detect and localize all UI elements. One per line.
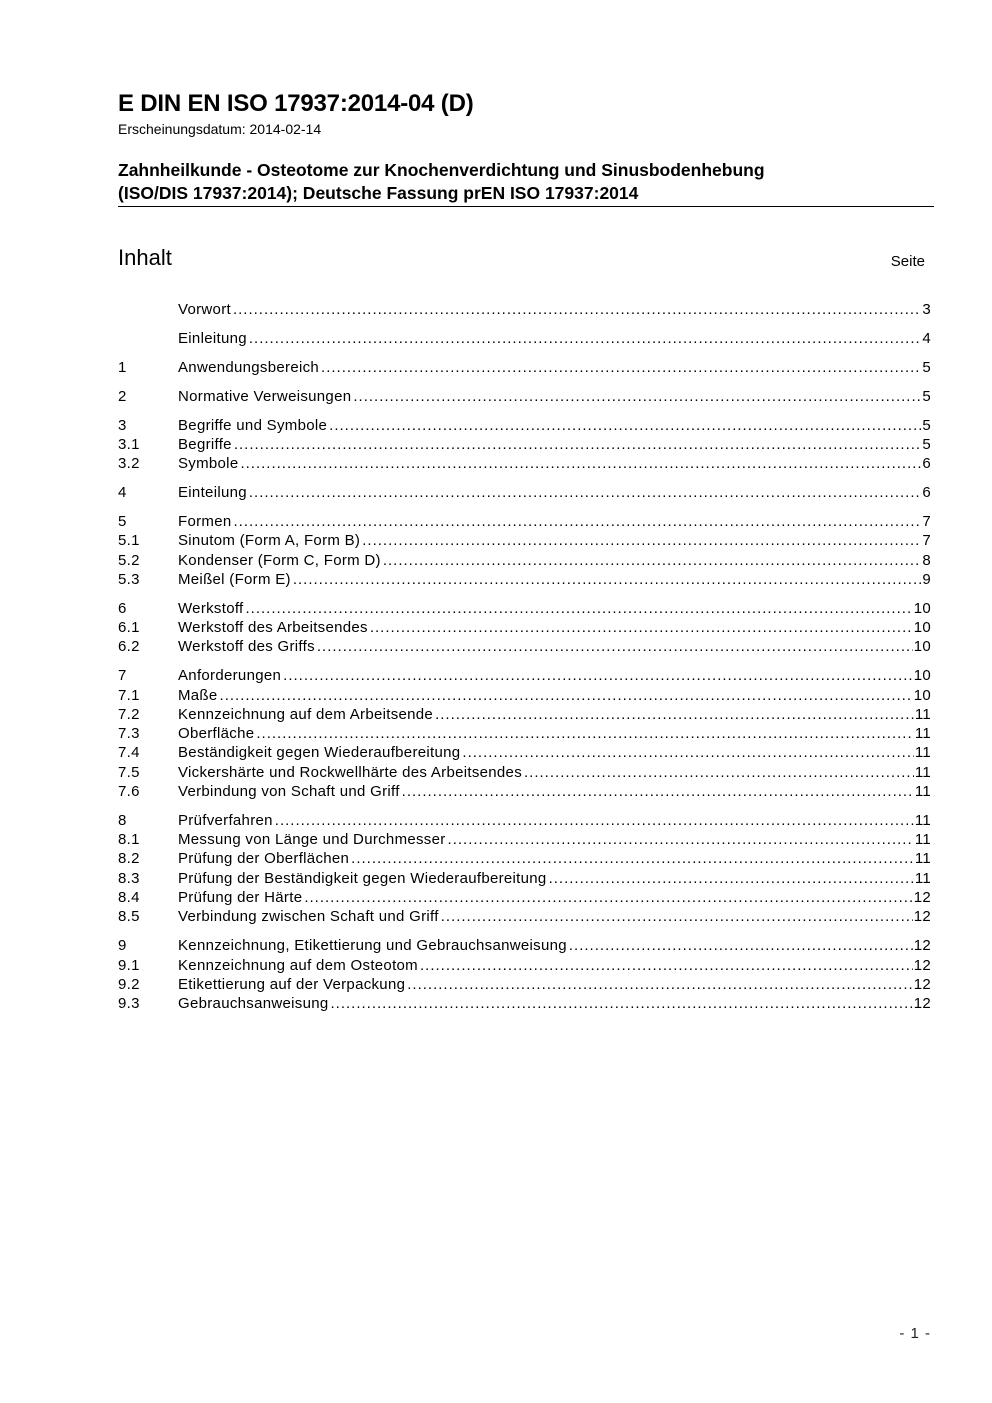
toc-entry-number: 8.4 (118, 889, 140, 907)
toc-entry-title: Kondenser (Form C, Form D) (178, 551, 381, 569)
toc-entry-number: 7.2 (118, 705, 140, 723)
toc-entry[interactable] (118, 811, 931, 830)
toc-entry-number: 8.1 (118, 831, 140, 849)
publication-date: Erscheinungsdatum: 2014-02-14 (118, 121, 322, 137)
toc-dot-leader (233, 512, 921, 531)
toc-entry-page: 6 (922, 484, 931, 502)
toc-entry-title: Maße (178, 686, 218, 704)
toc-entry-number: 5.1 (118, 532, 140, 550)
toc-entry-title: Gebrauchsanweisung (178, 995, 329, 1013)
toc-entry[interactable] (118, 483, 931, 502)
toc-entry[interactable] (118, 849, 931, 868)
toc-dot-leader (448, 830, 914, 849)
toc-entry-title: Einteilung (178, 484, 247, 502)
toc-entry-title: Begriffe und Symbole (178, 416, 328, 434)
toc-entry[interactable] (118, 869, 931, 888)
toc-entry-page: 9 (922, 570, 931, 588)
toc-entry-title: Oberfläche (178, 725, 255, 743)
toc-dot-leader (353, 387, 921, 406)
toc-dot-leader (234, 435, 922, 454)
toc-dot-leader (304, 888, 912, 907)
toc-entry-page: 12 (913, 937, 931, 955)
toc-entry-title: Verbindung von Schaft und Griff (178, 782, 400, 800)
toc-entry-number: 9.3 (118, 995, 140, 1013)
toc-entry-number: 5.2 (118, 551, 140, 569)
toc-entry[interactable] (118, 782, 931, 801)
toc-entry-title: Prüfung der Beständigkeit gegen Wiederaufbereitung (178, 869, 547, 887)
toc-entry-page: 12 (913, 995, 931, 1013)
toc-entry-number: 6 (118, 599, 127, 617)
toc-entry-page: 12 (913, 975, 931, 993)
toc-entry-number: 2 (118, 387, 127, 405)
toc-entry-page: 11 (914, 782, 931, 800)
toc-entry-title: Kennzeichnung, Etikettierung und Gebrauchsanweisung (178, 937, 567, 955)
toc-dot-leader (435, 705, 914, 724)
toc-dot-leader (420, 956, 913, 975)
toc-dot-leader (317, 637, 913, 656)
toc-dot-leader (321, 358, 921, 377)
toc-entry-number: 3.2 (118, 455, 140, 473)
toc-entry-number: 7 (118, 667, 127, 685)
toc-entry-title: Kennzeichnung auf dem Arbeitsende (178, 705, 434, 723)
toc-entry-page: 12 (913, 889, 931, 907)
toc-entry[interactable] (118, 686, 931, 705)
toc-entry-number: 8.3 (118, 869, 140, 887)
toc-entry-page: 11 (914, 725, 931, 743)
toc-entry-number: 3.1 (118, 435, 140, 453)
toc-group (118, 666, 931, 801)
toc-entry-number: 7.5 (118, 763, 140, 781)
toc-entry-page: 10 (913, 686, 931, 704)
toc-entry-number: 1 (118, 358, 127, 376)
toc-entry[interactable] (118, 300, 931, 319)
toc-entry[interactable] (118, 705, 931, 724)
toc-entry-page: 12 (913, 908, 931, 926)
toc-entry-title: Symbole (178, 455, 239, 473)
document-id: E DIN EN ISO 17937:2014-04 (D) (118, 90, 474, 117)
toc-entry-title: Messung von Länge und Durchmesser (178, 831, 446, 849)
toc-entry-number: 9 (118, 937, 127, 955)
toc-entry[interactable] (118, 936, 931, 955)
toc-entry-page: 8 (922, 551, 931, 569)
toc-group (118, 416, 931, 474)
toc-entry-page: 7 (922, 512, 931, 530)
toc-entry-title: Prüfverfahren (178, 811, 273, 829)
toc-entry-title: Verbindung zwischen Schaft und Griff (178, 908, 439, 926)
toc-entry-page: 10 (913, 638, 931, 656)
toc-entry-title: Werkstoff (178, 599, 244, 617)
toc-entry-number: 8.2 (118, 850, 140, 868)
toc-dot-leader (402, 782, 914, 801)
toc-entry-title: Werkstoff des Arbeitsendes (178, 619, 368, 637)
toc-entry[interactable] (118, 358, 931, 377)
toc-entry[interactable] (118, 994, 931, 1013)
toc-entry[interactable] (118, 975, 931, 994)
toc-entry-number: 9.2 (118, 975, 140, 993)
toc-entry[interactable] (118, 551, 931, 570)
title-divider (118, 206, 934, 207)
toc-entry-title: Sinutom (Form A, Form B) (178, 532, 361, 550)
toc-entry-title: Begriffe (178, 435, 232, 453)
toc-group (118, 936, 931, 1013)
toc-entry-title: Formen (178, 512, 232, 530)
toc-entry[interactable] (118, 637, 931, 656)
toc-dot-leader (220, 686, 913, 705)
toc-dot-leader (246, 599, 913, 618)
toc-entry-number: 6.1 (118, 619, 140, 637)
toc-group (118, 483, 931, 502)
toc-entry-page: 5 (922, 358, 931, 376)
toc-entry[interactable] (118, 329, 931, 348)
toc-entry[interactable] (118, 416, 931, 435)
toc-entry[interactable] (118, 454, 931, 473)
toc-entry-title: Einleitung (178, 329, 247, 347)
toc-dot-leader (256, 724, 913, 743)
toc-dot-leader (249, 329, 921, 348)
toc-entry-title: Beständigkeit gegen Wiederaufbereitung (178, 744, 461, 762)
toc-dot-leader (524, 763, 914, 782)
toc-entry-page: 12 (913, 956, 931, 974)
toc-entry-number: 8.5 (118, 908, 140, 926)
toc-entry-page: 10 (913, 667, 931, 685)
toc-entry-title: Anforderungen (178, 667, 282, 685)
toc-dot-leader (329, 416, 921, 435)
toc-entry-number: 7.1 (118, 686, 140, 704)
toc-entry-number: 7.4 (118, 744, 140, 762)
toc-entry[interactable] (118, 435, 931, 454)
toc-entry[interactable] (118, 599, 931, 618)
toc-entry[interactable] (118, 724, 931, 743)
footer-page-number: - 1 - (899, 1325, 931, 1342)
toc-entry-page: 7 (922, 532, 931, 550)
toc-dot-leader (351, 849, 914, 868)
toc-entry-number: 9.1 (118, 956, 140, 974)
toc-group (118, 512, 931, 589)
toc-entry-page: 5 (922, 435, 931, 453)
toc-entry[interactable] (118, 888, 931, 907)
toc-entry-page: 6 (922, 455, 931, 473)
toc-dot-leader (233, 300, 921, 319)
toc-group (118, 599, 931, 657)
toc-page-column-label: Seite (890, 253, 925, 270)
toc-entry[interactable] (118, 387, 931, 406)
toc-entry-title: Etikettierung auf der Verpackung (178, 975, 406, 993)
toc-entry[interactable] (118, 618, 931, 637)
toc-dot-leader (240, 454, 921, 473)
toc-dot-leader (383, 551, 922, 570)
toc-dot-leader (407, 975, 912, 994)
toc-entry[interactable] (118, 907, 931, 926)
toc-dot-leader (370, 618, 913, 637)
toc-group (118, 811, 931, 927)
document-title-line-1: Zahnheilkunde - Osteotome zur Knochenverdichtung und Sinusbodenhebung (118, 160, 765, 180)
toc-entry-title: Normative Verweisungen (178, 387, 352, 405)
toc-entry-page: 11 (914, 744, 931, 762)
toc-entry[interactable] (118, 830, 931, 849)
toc-dot-leader (549, 869, 914, 888)
toc-dot-leader (283, 666, 913, 685)
toc-dot-leader (362, 531, 921, 550)
toc-entry-page: 11 (914, 869, 931, 887)
toc-entry[interactable] (118, 666, 931, 685)
toc-group (118, 300, 931, 319)
toc-dot-leader (441, 907, 913, 926)
toc-entry-title: Vickershärte und Rockwellhärte des Arbeitsendes (178, 763, 523, 781)
toc-entry-number: 8 (118, 811, 127, 829)
toc-entry[interactable] (118, 956, 931, 975)
toc-entry-page: 11 (914, 763, 931, 781)
toc-entry-number: 5 (118, 512, 127, 530)
table-of-contents (118, 300, 931, 1023)
document-title (118, 159, 938, 205)
toc-entry[interactable] (118, 763, 931, 782)
toc-entry-page: 10 (913, 599, 931, 617)
toc-entry-page: 11 (914, 831, 931, 849)
toc-dot-leader (569, 936, 913, 955)
toc-entry-page: 3 (922, 301, 931, 318)
toc-group (118, 358, 931, 377)
toc-entry-page: 5 (922, 387, 931, 405)
toc-dot-leader (275, 811, 914, 830)
toc-entry-title: Kennzeichnung auf dem Osteotom (178, 956, 418, 974)
toc-entry-title: Prüfung der Oberflächen (178, 850, 350, 868)
toc-entry-title: Meißel (Form E) (178, 570, 291, 588)
toc-dot-leader (249, 483, 921, 502)
toc-entry-number: 6.2 (118, 638, 140, 656)
toc-entry-title: Prüfung der Härte (178, 889, 303, 907)
toc-entry-page: 11 (914, 705, 931, 723)
toc-entry-page: 4 (922, 329, 931, 347)
toc-entry-title: Vorwort (178, 301, 231, 318)
toc-entry-page: 5 (922, 416, 931, 434)
toc-entry[interactable] (118, 743, 931, 762)
toc-entry-number: 5.3 (118, 570, 140, 588)
toc-entry-title: Werkstoff des Griffs (178, 638, 315, 656)
toc-entry-number: 4 (118, 484, 127, 502)
toc-dot-leader (293, 570, 922, 589)
toc-heading: Inhalt (118, 245, 172, 270)
toc-entry-page: 11 (914, 811, 931, 829)
toc-entry-page: 10 (913, 619, 931, 637)
toc-dot-leader (462, 743, 913, 762)
document-title-line-2: (ISO/DIS 17937:2014); Deutsche Fassung prEN ISO 17937:2014 (118, 183, 639, 203)
toc-entry-title: Anwendungsbereich (178, 358, 320, 376)
toc-entry-number: 3 (118, 416, 127, 434)
toc-entry[interactable] (118, 512, 931, 531)
toc-entry-number: 7.3 (118, 725, 140, 743)
toc-entry-number: 7.6 (118, 782, 140, 800)
toc-group (118, 329, 931, 348)
toc-dot-leader (331, 994, 913, 1013)
toc-entry-page: 11 (914, 850, 931, 868)
toc-group (118, 387, 931, 406)
toc-entry[interactable] (118, 570, 931, 589)
toc-entry[interactable] (118, 531, 931, 550)
